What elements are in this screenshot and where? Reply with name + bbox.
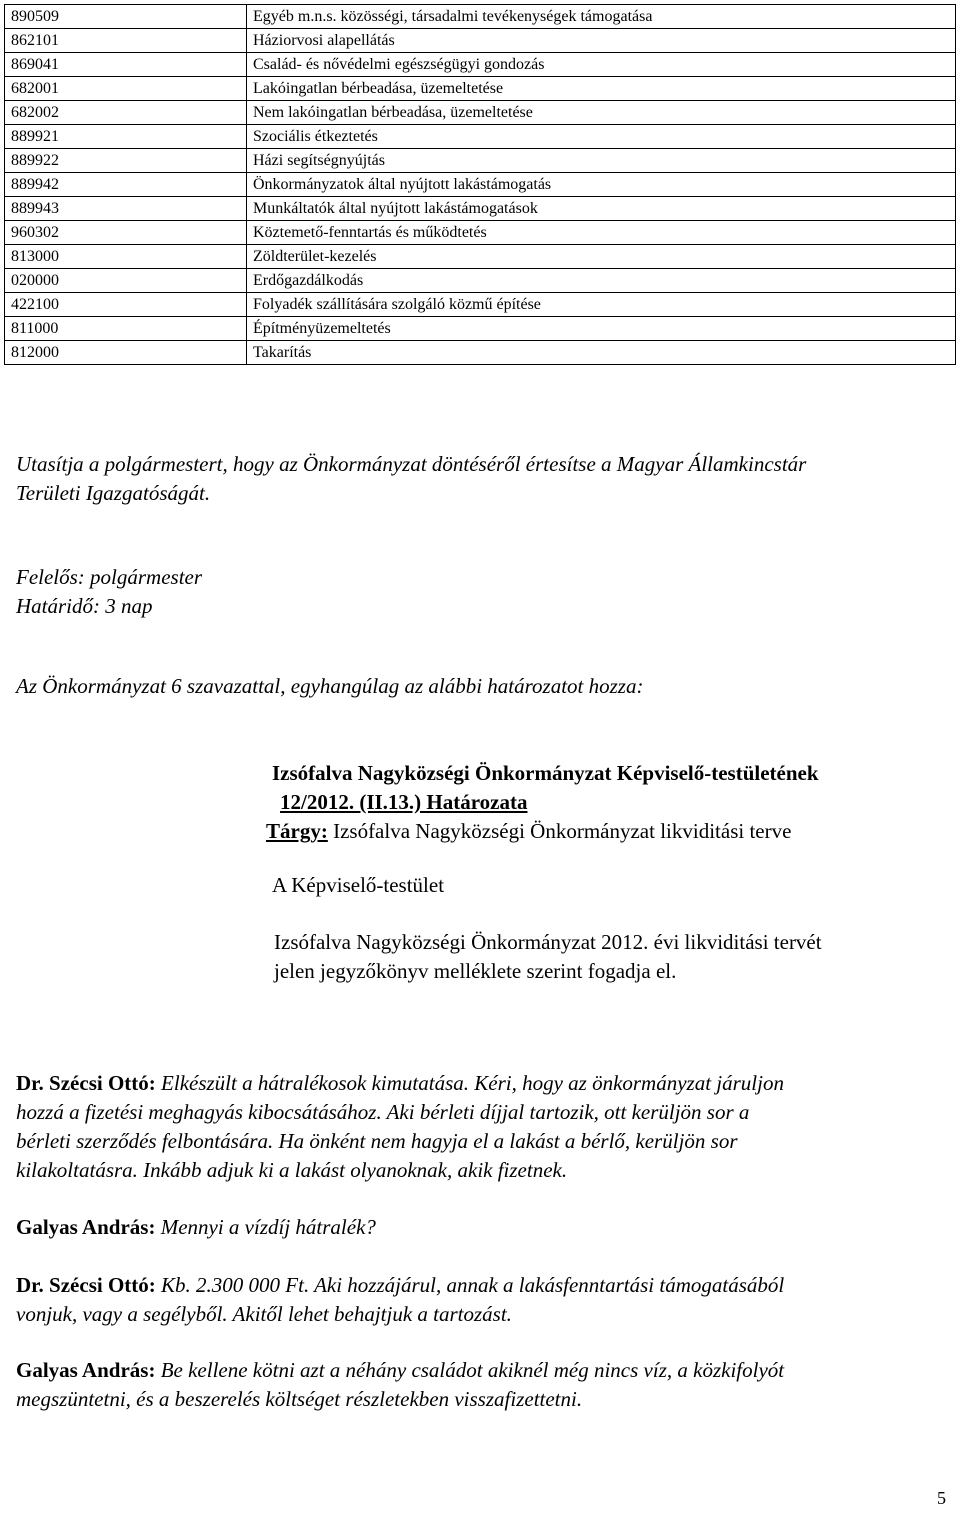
activity-description-cell: Önkormányzatok által nyújtott lakástámogatás [247,173,956,197]
activity-description-cell: Háziorvosi alapellátás [247,29,956,53]
table-row [5,77,956,101]
speaker-name: Dr. Szécsi Ottó: [16,1273,156,1297]
activity-description-cell: Egyéb m.n.s. közösségi, társadalmi tevékenységek támogatása [247,5,956,29]
table-row [5,173,956,197]
discussion-line: vonjuk, vagy a segélyből. Akitől lehet behajtjuk a tartozást. [16,1302,512,1326]
activity-code-cell: 422100 [5,293,247,317]
speaker-name: Dr. Szécsi Ottó: [16,1071,156,1095]
deadline: Határidő: 3 nap [16,594,153,618]
instruction-line: Utasítja a polgármestert, hogy az Önkormányzat döntéséről értesítse a Magyar Államkincstár [16,452,807,476]
resolution-body-heading: A Képviselő-testület [272,873,445,897]
activity-description-cell: Erdőgazdálkodás [247,269,956,293]
vote-statement: Az Önkormányzat 6 szavazattal, egyhangúlag az alábbi határozatot hozza: [16,674,644,698]
activity-code-cell: 862101 [5,29,247,53]
page-number: 5 [937,1488,946,1508]
discussion-paragraph-3 [16,1271,784,1329]
table-row [5,293,956,317]
table-row [5,245,956,269]
activity-description-cell: Folyadék szállítására szolgáló közmű építése [247,293,956,317]
discussion-paragraph-4 [16,1356,784,1414]
activity-description-cell: Munkáltatók által nyújtott lakástámogatások [247,197,956,221]
activity-code-cell: 890509 [5,5,247,29]
activity-code-cell: 020000 [5,269,247,293]
activity-description-cell: Család- és nővédelmi egészségügyi gondozás [247,53,956,77]
discussion-line [16,1069,784,1098]
resolution-title: Izsófalva Nagyközségi Önkormányzat Képviselő-testületének [272,761,819,785]
discussion-line: hozzá a fizetési meghagyás kibocsátásához. Aki bérleti díjjal tartozik, ott kerüljön sor a [16,1100,750,1124]
speaker-name: Galyas András: [16,1358,156,1382]
activity-description-cell: Zöldterület-kezelés [247,245,956,269]
table-row [5,125,956,149]
table-row [5,101,956,125]
activity-description-cell: Házi segítségnyújtás [247,149,956,173]
subject-text: Izsófalva Nagyközségi Önkormányzat likviditási terve [327,819,792,843]
activity-code-cell: 889921 [5,125,247,149]
activity-code-cell: 889942 [5,173,247,197]
resolution-number: 12/2012. (II.13.) Határozata [280,790,528,814]
activity-code-cell: 960302 [5,221,247,245]
activity-description-cell: Lakóingatlan bérbeadása, üzemeltetése [247,77,956,101]
table-row [5,29,956,53]
discussion-line: kilakoltatásra. Inkább adjuk ki a lakást olyanoknak, akik fizetnek. [16,1158,568,1182]
activity-description-cell: Takarítás [247,341,956,365]
activity-code-cell: 813000 [5,245,247,269]
activity-description-cell: Nem lakóingatlan bérbeadása, üzemeltetése [247,101,956,125]
discussion-line [16,1356,784,1385]
responsibility-block [16,563,202,621]
activity-code-cell: 869041 [5,53,247,77]
activity-description-cell: Szociális étkeztetés [247,125,956,149]
instruction-line: Területi Igazgatóságát. [16,481,211,505]
activity-code-cell: 682001 [5,77,247,101]
activity-description-cell: Építményüzemeltetés [247,317,956,341]
instruction-paragraph [16,450,806,508]
resolution-block [266,759,819,846]
table-row [5,197,956,221]
activity-description-cell: Köztemető-fenntartás és működtetés [247,221,956,245]
discussion-line: bérleti szerződés felbontására. Ha önként nem hagyja el a lakást a bérlő, kerüljön sor [16,1129,738,1153]
speech-text: Mennyi a vízdíj hátralék? [155,1215,376,1239]
activity-code-table [4,4,956,365]
discussion-line [16,1213,376,1242]
resolution-subject [266,817,819,846]
table-row [5,53,956,77]
resolution-body-line: Izsófalva Nagyközségi Önkormányzat 2012. évi likviditási tervét [274,930,822,954]
table-row [5,5,956,29]
speaker-name: Galyas András: [16,1215,156,1239]
resolution-body [274,928,822,986]
table-row [5,269,956,293]
table-row [5,317,956,341]
discussion-paragraph-1 [16,1069,784,1185]
table-row [5,221,956,245]
discussion-line [16,1271,784,1300]
discussion-paragraph-2 [16,1213,376,1242]
resolution-body-line: jelen jegyzőkönyv melléklete szerint fogadja el. [274,959,677,983]
subject-label: Tárgy: [266,819,328,843]
activity-code-cell: 889943 [5,197,247,221]
activity-code-cell: 682002 [5,101,247,125]
responsible-person: Felelős: polgármester [16,565,203,589]
table-row [5,149,956,173]
activity-code-cell: 889922 [5,149,247,173]
activity-code-cell: 812000 [5,341,247,365]
discussion-line: megszüntetni, és a beszerelés költséget részletekben visszafizettetni. [16,1387,583,1411]
speech-text: Elkészült a hátralékosok kimutatása. Kéri, hogy az önkormányzat járuljon [155,1071,784,1095]
speech-text: Be kellene kötni azt a néhány családot akiknél még nincs víz, a közkifolyót [155,1358,785,1382]
speech-text: Kb. 2.300 000 Ft. Aki hozzájárul, annak a lakásfenntartási támogatásából [155,1273,785,1297]
activity-code-cell: 811000 [5,317,247,341]
table-row [5,341,956,365]
